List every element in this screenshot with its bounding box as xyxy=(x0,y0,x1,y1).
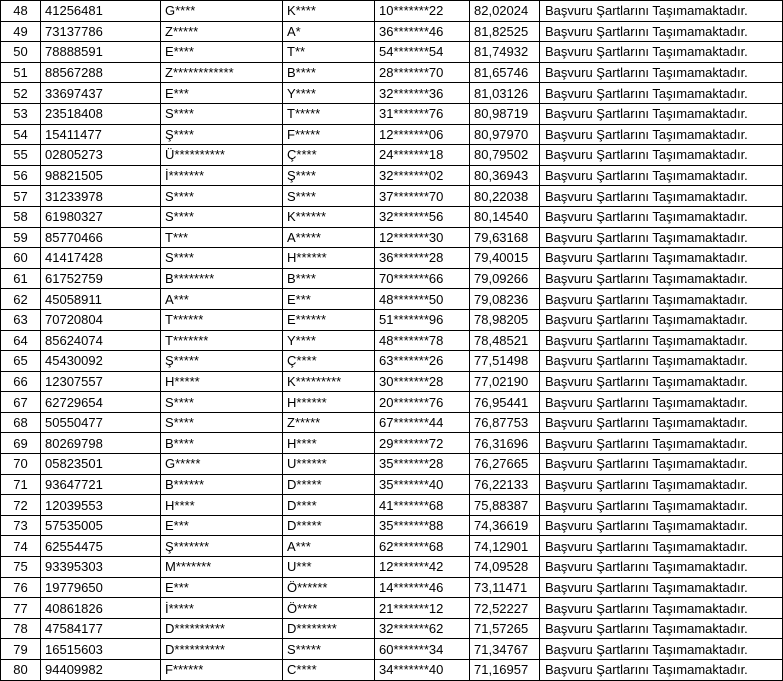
row-number-cell: 75 xyxy=(1,557,41,578)
national-id-masked-cell: 12*******30 xyxy=(375,227,470,248)
score-cell: 79,09266 xyxy=(470,268,540,289)
table-row xyxy=(1,618,783,639)
row-number-cell: 54 xyxy=(1,124,41,145)
row-number-cell: 72 xyxy=(1,495,41,516)
status-cell: Başvuru Şartlarını Taşımamaktadır. xyxy=(540,165,783,186)
national-id-masked-cell: 21*******12 xyxy=(375,598,470,619)
table-row xyxy=(1,412,783,433)
status-cell: Başvuru Şartlarını Taşımamaktadır. xyxy=(540,186,783,207)
applicant-id-cell: 98821505 xyxy=(41,165,161,186)
status-cell: Başvuru Şartlarını Taşımamaktadır. xyxy=(540,660,783,681)
national-id-masked-cell: 32*******36 xyxy=(375,83,470,104)
last-name-masked-cell: H**** xyxy=(283,433,375,454)
applicant-id-cell: 61980327 xyxy=(41,206,161,227)
last-name-masked-cell: C**** xyxy=(283,660,375,681)
row-number-cell: 62 xyxy=(1,289,41,310)
status-cell: Başvuru Şartlarını Taşımamaktadır. xyxy=(540,454,783,475)
applicant-id-cell: 73137786 xyxy=(41,21,161,42)
score-cell: 81,65746 xyxy=(470,62,540,83)
national-id-masked-cell: 31*******76 xyxy=(375,103,470,124)
national-id-masked-cell: 24*******18 xyxy=(375,145,470,166)
last-name-masked-cell: S**** xyxy=(283,186,375,207)
table-row xyxy=(1,124,783,145)
applicant-id-cell: 50550477 xyxy=(41,412,161,433)
applicant-id-cell: 41256481 xyxy=(41,1,161,22)
last-name-masked-cell: S***** xyxy=(283,639,375,660)
row-number-cell: 57 xyxy=(1,186,41,207)
table-row xyxy=(1,103,783,124)
national-id-masked-cell: 48*******50 xyxy=(375,289,470,310)
last-name-masked-cell: Ç**** xyxy=(283,145,375,166)
row-number-cell: 63 xyxy=(1,309,41,330)
table-row xyxy=(1,474,783,495)
national-id-masked-cell: 60*******34 xyxy=(375,639,470,660)
applicant-id-cell: 12039553 xyxy=(41,495,161,516)
status-cell: Başvuru Şartlarını Taşımamaktadır. xyxy=(540,21,783,42)
row-number-cell: 71 xyxy=(1,474,41,495)
score-cell: 74,12901 xyxy=(470,536,540,557)
applicant-id-cell: 61752759 xyxy=(41,268,161,289)
status-cell: Başvuru Şartlarını Taşımamaktadır. xyxy=(540,515,783,536)
status-cell: Başvuru Şartlarını Taşımamaktadır. xyxy=(540,330,783,351)
table-row xyxy=(1,639,783,660)
score-cell: 71,57265 xyxy=(470,618,540,639)
score-cell: 76,87753 xyxy=(470,412,540,433)
table-row xyxy=(1,42,783,63)
applicant-id-cell: 47584177 xyxy=(41,618,161,639)
table-row xyxy=(1,371,783,392)
first-name-masked-cell: S**** xyxy=(161,412,283,433)
first-name-masked-cell: S**** xyxy=(161,248,283,269)
last-name-masked-cell: H****** xyxy=(283,392,375,413)
national-id-masked-cell: 63*******26 xyxy=(375,351,470,372)
status-cell: Başvuru Şartlarını Taşımamaktadır. xyxy=(540,639,783,660)
first-name-masked-cell: S**** xyxy=(161,103,283,124)
status-cell: Başvuru Şartlarını Taşımamaktadır. xyxy=(540,124,783,145)
first-name-masked-cell: Z************ xyxy=(161,62,283,83)
score-cell: 71,34767 xyxy=(470,639,540,660)
first-name-masked-cell: H***** xyxy=(161,371,283,392)
first-name-masked-cell: B****** xyxy=(161,474,283,495)
applicant-id-cell: 15411477 xyxy=(41,124,161,145)
score-cell: 79,08236 xyxy=(470,289,540,310)
table-row xyxy=(1,83,783,104)
national-id-masked-cell: 10*******22 xyxy=(375,1,470,22)
first-name-masked-cell: T****** xyxy=(161,309,283,330)
last-name-masked-cell: Y**** xyxy=(283,83,375,104)
national-id-masked-cell: 51*******96 xyxy=(375,309,470,330)
table-row xyxy=(1,577,783,598)
last-name-masked-cell: D**** xyxy=(283,495,375,516)
row-number-cell: 70 xyxy=(1,454,41,475)
last-name-masked-cell: H****** xyxy=(283,248,375,269)
first-name-masked-cell: T******* xyxy=(161,330,283,351)
first-name-masked-cell: B******** xyxy=(161,268,283,289)
first-name-masked-cell: G***** xyxy=(161,454,283,475)
national-id-masked-cell: 70*******66 xyxy=(375,268,470,289)
score-cell: 73,11471 xyxy=(470,577,540,598)
last-name-masked-cell: B**** xyxy=(283,268,375,289)
score-cell: 75,88387 xyxy=(470,495,540,516)
first-name-masked-cell: Ş***** xyxy=(161,351,283,372)
applicant-id-cell: 45430092 xyxy=(41,351,161,372)
score-cell: 76,22133 xyxy=(470,474,540,495)
status-cell: Başvuru Şartlarını Taşımamaktadır. xyxy=(540,62,783,83)
national-id-masked-cell: 28*******70 xyxy=(375,62,470,83)
status-cell: Başvuru Şartlarını Taşımamaktadır. xyxy=(540,309,783,330)
table-row xyxy=(1,227,783,248)
national-id-masked-cell: 32*******62 xyxy=(375,618,470,639)
national-id-masked-cell: 54*******54 xyxy=(375,42,470,63)
table-row xyxy=(1,186,783,207)
national-id-masked-cell: 12*******06 xyxy=(375,124,470,145)
applicant-id-cell: 93395303 xyxy=(41,557,161,578)
row-number-cell: 74 xyxy=(1,536,41,557)
applicant-id-cell: 33697437 xyxy=(41,83,161,104)
row-number-cell: 65 xyxy=(1,351,41,372)
last-name-masked-cell: U****** xyxy=(283,454,375,475)
last-name-masked-cell: Y**** xyxy=(283,330,375,351)
row-number-cell: 77 xyxy=(1,598,41,619)
row-number-cell: 51 xyxy=(1,62,41,83)
status-cell: Başvuru Şartlarını Taşımamaktadır. xyxy=(540,103,783,124)
score-cell: 78,48521 xyxy=(470,330,540,351)
table-row xyxy=(1,433,783,454)
row-number-cell: 56 xyxy=(1,165,41,186)
row-number-cell: 49 xyxy=(1,21,41,42)
score-cell: 81,03126 xyxy=(470,83,540,104)
last-name-masked-cell: Ş**** xyxy=(283,165,375,186)
first-name-masked-cell: E**** xyxy=(161,42,283,63)
score-cell: 76,31696 xyxy=(470,433,540,454)
score-cell: 77,02190 xyxy=(470,371,540,392)
score-cell: 80,97970 xyxy=(470,124,540,145)
row-number-cell: 79 xyxy=(1,639,41,660)
table-row xyxy=(1,1,783,22)
first-name-masked-cell: F****** xyxy=(161,660,283,681)
first-name-masked-cell: D********** xyxy=(161,618,283,639)
row-number-cell: 48 xyxy=(1,1,41,22)
status-cell: Başvuru Şartlarını Taşımamaktadır. xyxy=(540,371,783,392)
first-name-masked-cell: H**** xyxy=(161,495,283,516)
last-name-masked-cell: D******** xyxy=(283,618,375,639)
national-id-masked-cell: 32*******56 xyxy=(375,206,470,227)
applicant-id-cell: 80269798 xyxy=(41,433,161,454)
row-number-cell: 78 xyxy=(1,618,41,639)
score-cell: 74,09528 xyxy=(470,557,540,578)
first-name-masked-cell: G**** xyxy=(161,1,283,22)
national-id-masked-cell: 12*******42 xyxy=(375,557,470,578)
last-name-masked-cell: T** xyxy=(283,42,375,63)
score-cell: 74,36619 xyxy=(470,515,540,536)
table-row xyxy=(1,145,783,166)
table-row xyxy=(1,330,783,351)
last-name-masked-cell: K**** xyxy=(283,1,375,22)
first-name-masked-cell: B**** xyxy=(161,433,283,454)
score-cell: 81,82525 xyxy=(470,21,540,42)
table-row xyxy=(1,598,783,619)
applicant-id-cell: 70720804 xyxy=(41,309,161,330)
last-name-masked-cell: E*** xyxy=(283,289,375,310)
first-name-masked-cell: E*** xyxy=(161,83,283,104)
last-name-masked-cell: D***** xyxy=(283,515,375,536)
applicant-id-cell: 12307557 xyxy=(41,371,161,392)
applicant-id-cell: 78888591 xyxy=(41,42,161,63)
status-cell: Başvuru Şartlarını Taşımamaktadır. xyxy=(540,598,783,619)
last-name-masked-cell: B**** xyxy=(283,62,375,83)
table-row xyxy=(1,454,783,475)
row-number-cell: 68 xyxy=(1,412,41,433)
table-row xyxy=(1,660,783,681)
applicant-id-cell: 62729654 xyxy=(41,392,161,413)
applicant-id-cell: 85770466 xyxy=(41,227,161,248)
row-number-cell: 53 xyxy=(1,103,41,124)
status-cell: Başvuru Şartlarını Taşımamaktadır. xyxy=(540,474,783,495)
national-id-masked-cell: 62*******68 xyxy=(375,536,470,557)
table-row xyxy=(1,268,783,289)
applicant-id-cell: 23518408 xyxy=(41,103,161,124)
table-row xyxy=(1,392,783,413)
first-name-masked-cell: T*** xyxy=(161,227,283,248)
status-cell: Başvuru Şartlarını Taşımamaktadır. xyxy=(540,227,783,248)
first-name-masked-cell: Ş**** xyxy=(161,124,283,145)
table-row xyxy=(1,248,783,269)
last-name-masked-cell: U*** xyxy=(283,557,375,578)
score-cell: 82,02024 xyxy=(470,1,540,22)
last-name-masked-cell: Ö**** xyxy=(283,598,375,619)
national-id-masked-cell: 14*******46 xyxy=(375,577,470,598)
last-name-masked-cell: A* xyxy=(283,21,375,42)
national-id-masked-cell: 20*******76 xyxy=(375,392,470,413)
score-cell: 79,63168 xyxy=(470,227,540,248)
national-id-masked-cell: 34*******40 xyxy=(375,660,470,681)
applicant-id-cell: 02805273 xyxy=(41,145,161,166)
status-cell: Başvuru Şartlarını Taşımamaktadır. xyxy=(540,536,783,557)
status-cell: Başvuru Şartlarını Taşımamaktadır. xyxy=(540,351,783,372)
status-cell: Başvuru Şartlarını Taşımamaktadır. xyxy=(540,42,783,63)
row-number-cell: 64 xyxy=(1,330,41,351)
first-name-masked-cell: E*** xyxy=(161,577,283,598)
score-cell: 80,36943 xyxy=(470,165,540,186)
status-cell: Başvuru Şartlarını Taşımamaktadır. xyxy=(540,145,783,166)
applicant-id-cell: 88567288 xyxy=(41,62,161,83)
score-cell: 77,51498 xyxy=(470,351,540,372)
national-id-masked-cell: 37*******70 xyxy=(375,186,470,207)
national-id-masked-cell: 35*******40 xyxy=(375,474,470,495)
applicant-id-cell: 16515603 xyxy=(41,639,161,660)
results-table-body xyxy=(1,1,783,681)
applicant-id-cell: 31233978 xyxy=(41,186,161,207)
score-cell: 76,95441 xyxy=(470,392,540,413)
applicant-id-cell: 40861826 xyxy=(41,598,161,619)
first-name-masked-cell: S**** xyxy=(161,392,283,413)
row-number-cell: 67 xyxy=(1,392,41,413)
national-id-masked-cell: 36*******28 xyxy=(375,248,470,269)
row-number-cell: 61 xyxy=(1,268,41,289)
applicant-id-cell: 45058911 xyxy=(41,289,161,310)
score-cell: 79,40015 xyxy=(470,248,540,269)
national-id-masked-cell: 30*******28 xyxy=(375,371,470,392)
score-cell: 80,98719 xyxy=(470,103,540,124)
score-cell: 81,74932 xyxy=(470,42,540,63)
applicant-id-cell: 93647721 xyxy=(41,474,161,495)
table-row xyxy=(1,206,783,227)
first-name-masked-cell: İ***** xyxy=(161,598,283,619)
status-cell: Başvuru Şartlarını Taşımamaktadır. xyxy=(540,392,783,413)
row-number-cell: 66 xyxy=(1,371,41,392)
row-number-cell: 60 xyxy=(1,248,41,269)
table-row xyxy=(1,515,783,536)
row-number-cell: 73 xyxy=(1,515,41,536)
row-number-cell: 80 xyxy=(1,660,41,681)
first-name-masked-cell: M******* xyxy=(161,557,283,578)
table-row xyxy=(1,557,783,578)
status-cell: Başvuru Şartlarını Taşımamaktadır. xyxy=(540,206,783,227)
national-id-masked-cell: 35*******88 xyxy=(375,515,470,536)
first-name-masked-cell: E*** xyxy=(161,515,283,536)
row-number-cell: 52 xyxy=(1,83,41,104)
table-row xyxy=(1,21,783,42)
status-cell: Başvuru Şartlarını Taşımamaktadır. xyxy=(540,577,783,598)
first-name-masked-cell: Ü********** xyxy=(161,145,283,166)
national-id-masked-cell: 67*******44 xyxy=(375,412,470,433)
last-name-masked-cell: D***** xyxy=(283,474,375,495)
status-cell: Başvuru Şartlarını Taşımamaktadır. xyxy=(540,83,783,104)
national-id-masked-cell: 35*******28 xyxy=(375,454,470,475)
status-cell: Başvuru Şartlarını Taşımamaktadır. xyxy=(540,433,783,454)
first-name-masked-cell: S**** xyxy=(161,186,283,207)
first-name-masked-cell: Z***** xyxy=(161,21,283,42)
last-name-masked-cell: Ö****** xyxy=(283,577,375,598)
row-number-cell: 59 xyxy=(1,227,41,248)
status-cell: Başvuru Şartlarını Taşımamaktadır. xyxy=(540,1,783,22)
status-cell: Başvuru Şartlarını Taşımamaktadır. xyxy=(540,248,783,269)
score-cell: 76,27665 xyxy=(470,454,540,475)
row-number-cell: 50 xyxy=(1,42,41,63)
status-cell: Başvuru Şartlarını Taşımamaktadır. xyxy=(540,557,783,578)
last-name-masked-cell: E****** xyxy=(283,309,375,330)
applicant-id-cell: 57535005 xyxy=(41,515,161,536)
table-row xyxy=(1,289,783,310)
national-id-masked-cell: 36*******46 xyxy=(375,21,470,42)
row-number-cell: 76 xyxy=(1,577,41,598)
first-name-masked-cell: A*** xyxy=(161,289,283,310)
national-id-masked-cell: 32*******02 xyxy=(375,165,470,186)
score-cell: 80,22038 xyxy=(470,186,540,207)
status-cell: Başvuru Şartlarını Taşımamaktadır. xyxy=(540,618,783,639)
status-cell: Başvuru Şartlarını Taşımamaktadır. xyxy=(540,268,783,289)
last-name-masked-cell: Ç**** xyxy=(283,351,375,372)
table-row xyxy=(1,495,783,516)
applicant-id-cell: 41417428 xyxy=(41,248,161,269)
first-name-masked-cell: S**** xyxy=(161,206,283,227)
first-name-masked-cell: İ******* xyxy=(161,165,283,186)
national-id-masked-cell: 48*******78 xyxy=(375,330,470,351)
table-row xyxy=(1,165,783,186)
table-row xyxy=(1,536,783,557)
status-cell: Başvuru Şartlarını Taşımamaktadır. xyxy=(540,495,783,516)
table-row xyxy=(1,62,783,83)
applicant-id-cell: 19779650 xyxy=(41,577,161,598)
table-row xyxy=(1,309,783,330)
score-cell: 80,14540 xyxy=(470,206,540,227)
last-name-masked-cell: K********* xyxy=(283,371,375,392)
status-cell: Başvuru Şartlarını Taşımamaktadır. xyxy=(540,412,783,433)
row-number-cell: 55 xyxy=(1,145,41,166)
last-name-masked-cell: F***** xyxy=(283,124,375,145)
last-name-masked-cell: Z***** xyxy=(283,412,375,433)
row-number-cell: 69 xyxy=(1,433,41,454)
national-id-masked-cell: 29*******72 xyxy=(375,433,470,454)
first-name-masked-cell: D********** xyxy=(161,639,283,660)
last-name-masked-cell: A***** xyxy=(283,227,375,248)
first-name-masked-cell: Ş******* xyxy=(161,536,283,557)
last-name-masked-cell: A*** xyxy=(283,536,375,557)
status-cell: Başvuru Şartlarını Taşımamaktadır. xyxy=(540,289,783,310)
applicant-id-cell: 94409982 xyxy=(41,660,161,681)
score-cell: 72,52227 xyxy=(470,598,540,619)
applicant-id-cell: 62554475 xyxy=(41,536,161,557)
score-cell: 78,98205 xyxy=(470,309,540,330)
last-name-masked-cell: K****** xyxy=(283,206,375,227)
applicant-id-cell: 85624074 xyxy=(41,330,161,351)
last-name-masked-cell: T***** xyxy=(283,103,375,124)
national-id-masked-cell: 41*******68 xyxy=(375,495,470,516)
table-row xyxy=(1,351,783,372)
applicant-id-cell: 05823501 xyxy=(41,454,161,475)
row-number-cell: 58 xyxy=(1,206,41,227)
score-cell: 71,16957 xyxy=(470,660,540,681)
score-cell: 80,79502 xyxy=(470,145,540,166)
